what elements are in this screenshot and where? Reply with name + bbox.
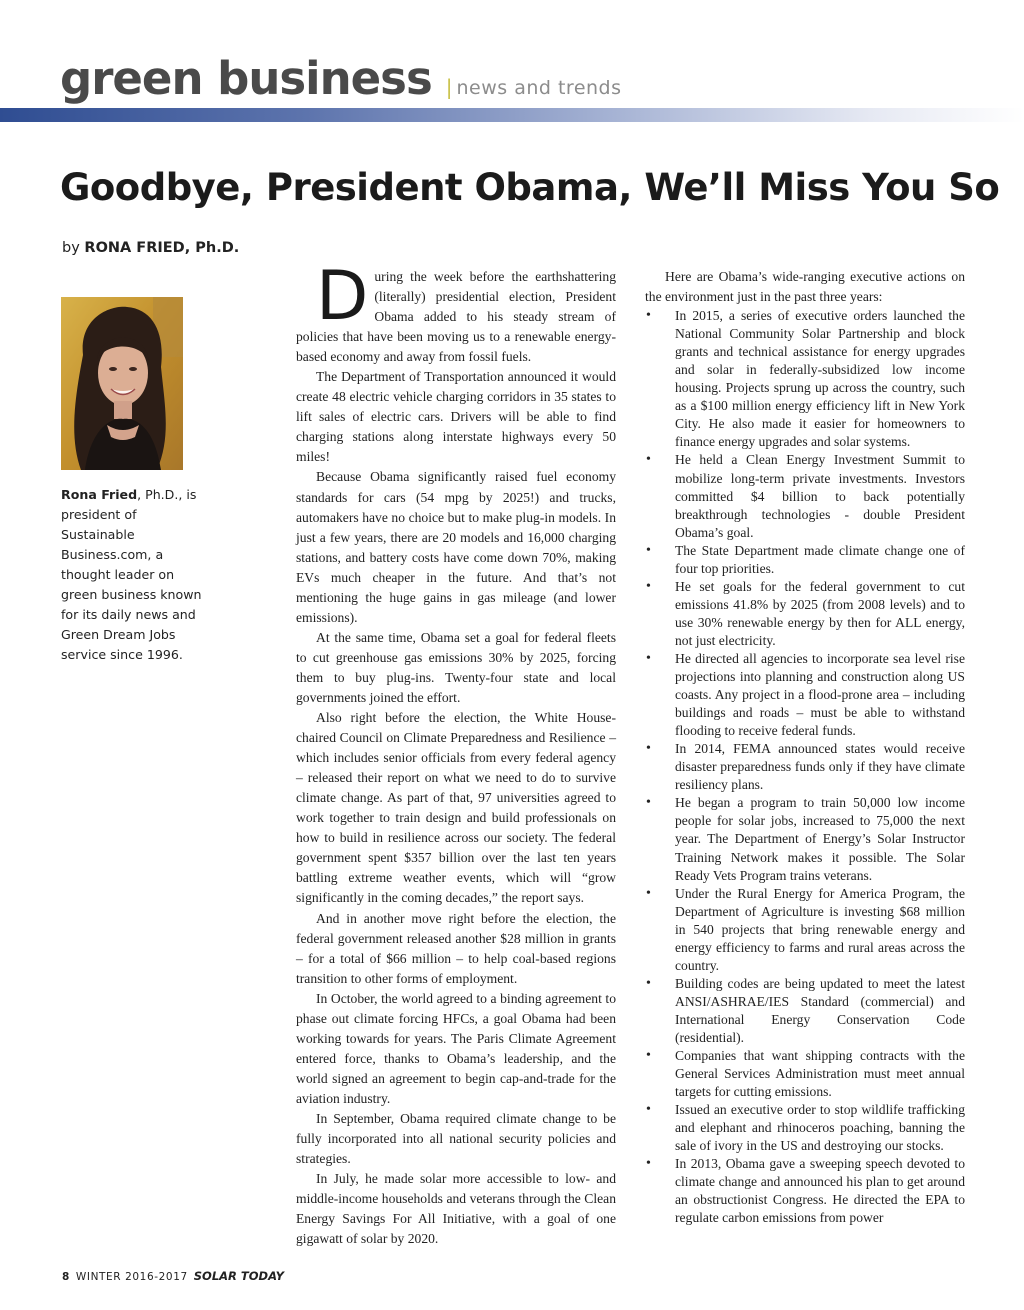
paragraph: In July, he made solar more accessible to low- and middle-income households and veterans through the Clean Energy Savings For All Initiative, with a goal of one gigawatt of solar by 2020. [296, 1171, 616, 1247]
list-item: • He directed all agencies to incorporate sea level rise projections into planning and construction along US coasts. Any project in a flood-prone area – including buildings and roads – must be able to withstand flooding to receive federal funds. [645, 650, 965, 740]
article-column-2 [645, 267, 965, 1227]
lead-paragraph [296, 257, 616, 367]
page-footer [62, 1269, 284, 1283]
list-item: • The State Department made climate change one of four top priorities. [645, 542, 965, 578]
list-item: • In 2014, FEMA announced states would receive disaster preparedness funds only if they have climate resiliency plans. [645, 740, 965, 794]
section-subtitle: news and trends [456, 77, 622, 99]
drop-cap: D [316, 257, 369, 336]
list-item: • Companies that want shipping contracts with the General Services Administration must meet annual targets for cutting emissions. [645, 1047, 965, 1101]
paragraph: In September, Obama required climate change to be fully incorporated into all national security policies and strategies. [296, 1110, 616, 1167]
paragraph: The Department of Transportation announced it would create 48 electric vehicle charging corridors in 35 states to lift sales of electric cars. Drivers will be able to find charging stations along interstate highways every 50 miles! [296, 369, 616, 465]
paragraph: Also right before the election, the White House-chaired Council on Climate Preparedness and Resilience – which includes senior officials from every federal agency – released their report on what we need to do to survive climate change. As part of that, 97 universities agreed to work together to train design and build professionals on how to build in resilience across our society. The federal government spent $357 billion over the last ten years battling extreme weather events, which will “grow significantly in the coming decades,” the report says. [296, 710, 616, 906]
paragraph: Because Obama significantly raised fuel economy standards for cars (54 mpg by 2025!) and trucks, automakers have no choice but to make plug-in models. In just a few years, there are 20 models and 16,000 charging stations, and battery costs have come down 70%, making EVs much cheaper in the future. And that’s not mentioning the huge gains in gas mileage (and lower emissions). [296, 469, 616, 625]
list-item: • Issued an executive order to stop wildlife trafficking and elephant and rhinoceros poaching, banning the sale of ivory in the US and destroying our stocks. [645, 1101, 965, 1155]
magazine-name: SOLAR TODAY [193, 1269, 284, 1283]
list-item: • In 2015, a series of executive orders launched the National Community Solar Partnership and block grants and technical assistance for energy upgrades and solar in federally-subsidized low income housing. Projects sprung up across the country, such as a $100 million energy efficiency lift in New York City. He also made it easier for homeowners to finance energy upgrades and solar systems. [645, 307, 965, 451]
issue-date: WINTER 2016-2017 [75, 1271, 188, 1283]
bio-text: , Ph.D., is president of Sustainable Business.com, a thought leader on green business known for its daily news and Green Dream Jobs service since 1996. [61, 487, 202, 662]
byline-prefix: by [62, 240, 80, 256]
section-separator: | [445, 75, 453, 99]
executive-actions-list [645, 307, 965, 1227]
paragraph: And in another move right before the election, the federal government released another $28 million in grants – for a total of $66 million – to help coal-based regions transition to other forms of employment. [296, 910, 616, 986]
bullet-intro: Here are Obama’s wide-ranging executive actions on the environment just in the past three years: [645, 269, 965, 305]
paragraph: At the same time, Obama set a goal for federal fleets to cut greenhouse gas emissions 30% by 2025, forcing them to buy plug-ins. Twenty-four state and local governments joined the effort. [296, 629, 616, 705]
list-item: • Under the Rural Energy for America Program, the Department of Agriculture is investing $68 million in 540 projects that bring renewable energy and energy efficiency to farms and rural areas across the country. [645, 885, 965, 975]
article-column-1 [296, 257, 616, 1249]
paragraph: In October, the world agreed to a binding agreement to phase out climate forcing HFCs, a goal Obama had been working towards for years. The Paris Climate Agreement entered force, thanks to Obama’s leadership, and the world signed an agreement to begin cap-and-trade for the aviation industry. [296, 990, 616, 1106]
author-portrait-image [61, 297, 183, 470]
list-item: • In 2013, Obama gave a sweeping speech devoted to climate change and announced his plan to get around an obstructionist Congress. He directed the EPA to regulate carbon emissions from power [645, 1155, 965, 1227]
section-title: green business [60, 52, 432, 105]
list-item: • Building codes are being updated to meet the latest ANSI/ASHRAE/IES Standard (commercial) and International Energy Conservation Code (residential). [645, 975, 965, 1047]
list-item: • He began a program to train 50,000 low income people for solar jobs, increased to 75,000 the next year. The Department of Energy’s Solar Instructor Training Network makes it possible. The Solar Ready Vets Program trains veterans. [645, 794, 965, 884]
article-title: Goodbye, President Obama, We’ll Miss You So [60, 166, 1000, 209]
list-item: • He held a Clean Energy Investment Summit to mobilize long-term private investments. Investors committed $4 billion to back potentially breakthrough technologies - double President Obama’s goal. [645, 451, 965, 541]
author-bio [61, 485, 211, 665]
list-item: • He set goals for the federal government to cut emissions 41.8% by 2025 (from 2008 levels) and to use 30% renewable energy by then for ALL energy, not just electricity. [645, 578, 965, 650]
section-header [60, 52, 622, 108]
byline-author: RONA FRIED, Ph.D. [84, 240, 240, 256]
header-gradient-bar [0, 108, 1024, 122]
page-number: 8 [62, 1271, 70, 1283]
author-photo [61, 297, 183, 470]
bio-name: Rona Fried [61, 487, 138, 502]
byline [62, 240, 239, 256]
lead-text: uring the week before the earthshattering (literally) presidential election, President Obama added to his steady stream of policies that have been moving us to a renewable energy-based economy and away from fossil fuels. [296, 269, 616, 365]
